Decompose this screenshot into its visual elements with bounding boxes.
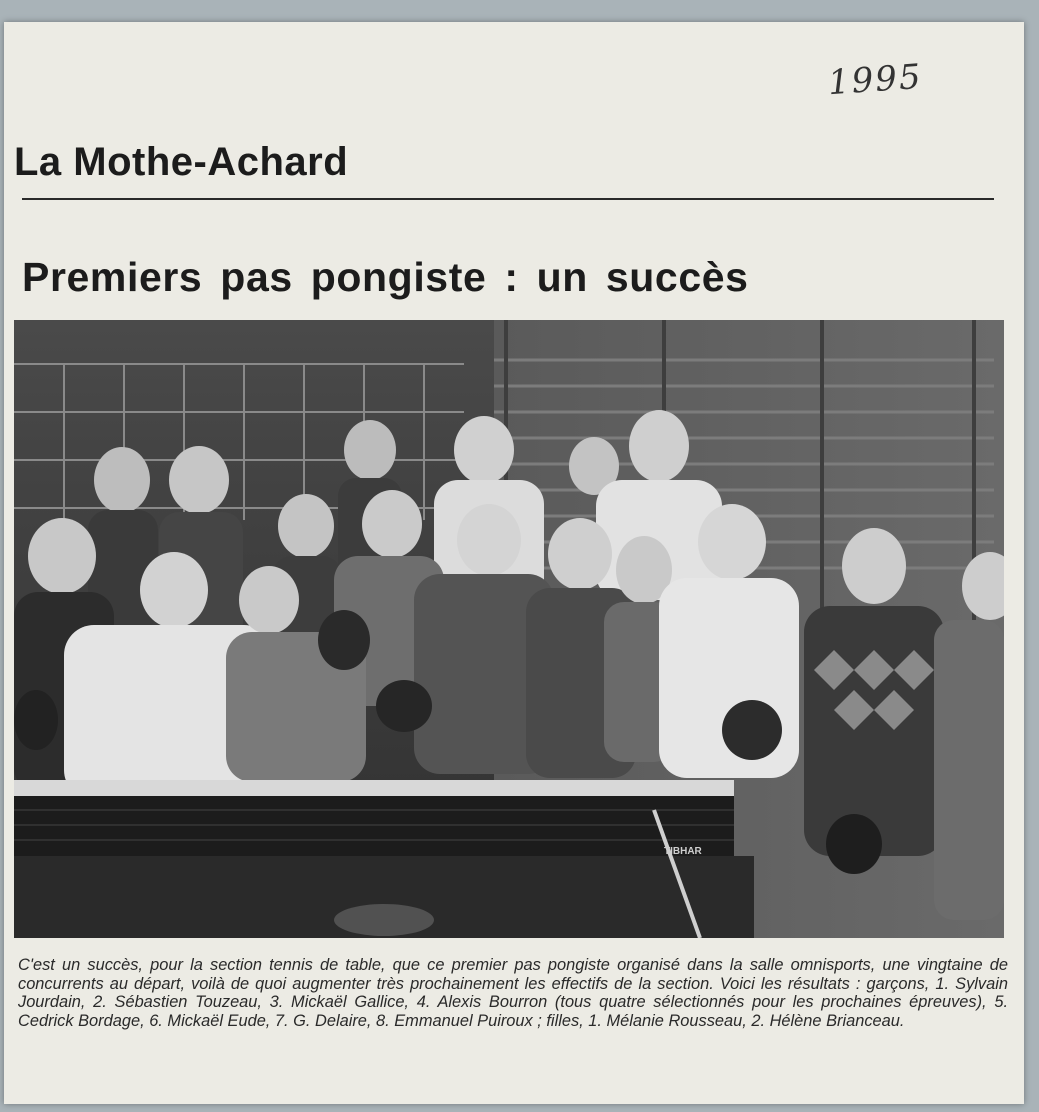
photo-caption: C'est un succès, pour la section tennis de table, que ce premier pas pongiste organisé dans la salle omnisports, une vingtaine de concurrents au départ, voilà de quoi augmenter très prochainement les effectifs de la section. Voici les résultats : garçons, 1. Sylvain Jourdain, 2. Sébastien Touzeau, 3. Mickaël Gallice, 4. Alexis Bourron (tous quatre sélectionnés pour les prochaines épreuves), 5. Cedrick Bordage, 6. Mickaël Eude, 7. G. Delaire, 8. Emmanuel Puiroux ; filles, 1. Mélanie Rousseau, 2. Hélène Brianceau. [18, 956, 1008, 1030]
group-photo [14, 320, 1004, 938]
location-heading: La Mothe-Achard [14, 140, 349, 184]
article-headline: Premiers pas pongiste : un succès [22, 254, 749, 300]
divider-rule [22, 198, 994, 200]
paper-stain [334, 904, 434, 936]
table-brand-label: TIBHAR [664, 846, 702, 857]
handwritten-year-note: 1995 [826, 56, 924, 104]
photo-illustration [14, 320, 1004, 938]
